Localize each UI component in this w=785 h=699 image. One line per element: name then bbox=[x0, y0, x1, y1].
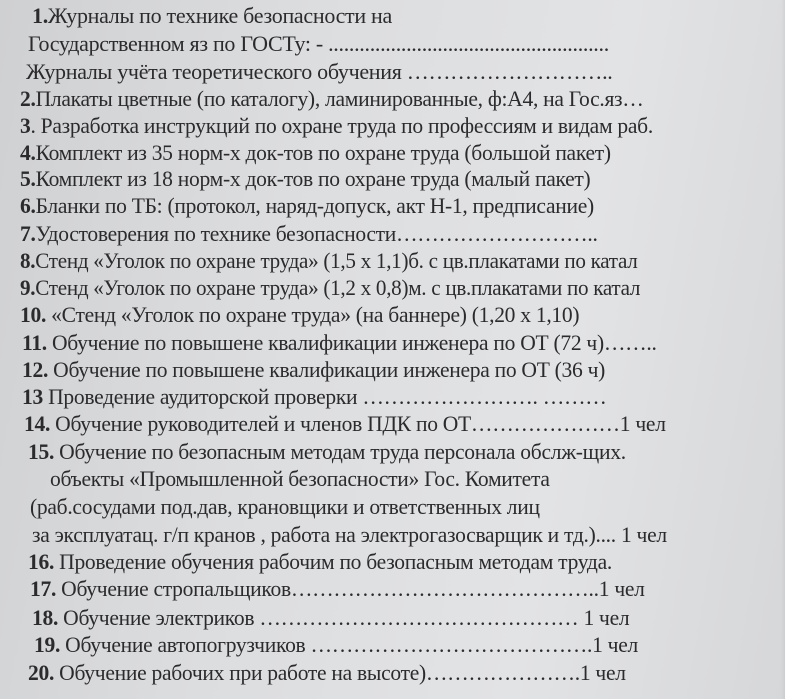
document-line bbox=[20, 248, 638, 274]
document-line bbox=[20, 86, 644, 112]
item-number: 13 bbox=[22, 384, 43, 409]
item-number: 3 bbox=[20, 113, 31, 138]
item-text: Стенд «Уголок по охране труда» (1,5 х 1,1)б. с цв.плакатами по катал bbox=[35, 248, 638, 273]
document-line bbox=[28, 439, 626, 465]
item-text: Обучение по безопасным методам труда персонала обслж-щих. bbox=[54, 439, 626, 464]
document-line bbox=[20, 113, 653, 139]
item-text: . Разработка инструкций по охране труда по профессиям и видам раб. bbox=[30, 113, 653, 138]
item-text: Обучение по повышене квалификации инженера по ОТ (72 ч)…….. bbox=[46, 330, 657, 355]
item-text: Государственном яз по ГОСТу: - ...................................................... bbox=[28, 31, 609, 56]
item-number: 16. bbox=[28, 549, 55, 574]
item-text: Удостоверения по технике безопасности……………………….. bbox=[35, 221, 598, 246]
document-line bbox=[30, 494, 540, 520]
item-number: 14. bbox=[24, 411, 51, 436]
document-line bbox=[20, 193, 594, 219]
item-text: объекты «Промышленной безопасности» Гос. Комитета bbox=[50, 466, 550, 491]
document-line bbox=[20, 166, 590, 192]
item-number: 2. bbox=[20, 86, 36, 111]
item-number: 12. bbox=[22, 357, 49, 382]
item-number: 7. bbox=[20, 221, 36, 246]
document-line bbox=[22, 384, 606, 410]
document-line bbox=[50, 466, 550, 492]
item-text: Обучение автопогрузчиков ………………………………….1 чел bbox=[60, 632, 638, 657]
item-text: Проведение обучения рабочим по безопасным методам труда. bbox=[54, 549, 612, 574]
item-number: 15. bbox=[28, 439, 55, 464]
document-line bbox=[24, 411, 666, 437]
item-number: 17. bbox=[30, 576, 57, 601]
item-text: Стенд «Уголок по охране труда» (1,2 х 0,8)м. с цв.плакатами по катал bbox=[35, 275, 641, 300]
document-line bbox=[28, 31, 609, 57]
item-text: (раб.сосудами под.дав, крановщики и ответственных лиц bbox=[30, 494, 540, 519]
item-number: 18. bbox=[32, 605, 59, 630]
item-number: 1. bbox=[32, 3, 48, 28]
item-text: Журналы учёта теоретического обучения ……………………….. bbox=[26, 59, 613, 84]
item-text: Обучение стропальщиков……………………………………..1 чел bbox=[56, 576, 645, 601]
document-line bbox=[20, 275, 640, 301]
item-text: Комплект из 18 норм-х док-тов по охране труда (малый пакет) bbox=[35, 166, 591, 191]
item-number: 8. bbox=[20, 248, 36, 273]
item-number: 5. bbox=[20, 166, 36, 191]
page-edge-shadow bbox=[781, 0, 785, 699]
document-line bbox=[32, 3, 392, 29]
document-line bbox=[30, 576, 645, 602]
item-text: Комплект из 35 норм-х док-тов по охране труда (большой пакет) bbox=[35, 140, 611, 165]
item-number: 10. bbox=[20, 302, 47, 327]
document-line bbox=[20, 221, 598, 247]
item-text: Обучение руководителей и членов ПДК по ОТ…………………1 чел bbox=[50, 411, 666, 436]
document-line bbox=[20, 302, 579, 328]
item-text: Журналы по технике безопасности на bbox=[47, 3, 392, 28]
item-text: «Стенд «Уголок по охране труда» (на баннере) (1,20 х 1,10) bbox=[46, 302, 580, 327]
document-line bbox=[32, 605, 629, 631]
document-line bbox=[28, 549, 612, 575]
item-text: Обучение электриков ……………………………………… 1 чел bbox=[58, 605, 630, 630]
document-line bbox=[22, 330, 657, 356]
document-line bbox=[28, 660, 626, 686]
item-number: 19. bbox=[34, 632, 61, 657]
item-number: 20. bbox=[28, 660, 55, 685]
item-number: 4. bbox=[20, 140, 36, 165]
item-number: 9. bbox=[20, 275, 36, 300]
document-line bbox=[20, 140, 611, 166]
document-line bbox=[34, 632, 638, 658]
item-text: Обучение по повышене квалификации инженера по ОТ (36 ч) bbox=[48, 357, 606, 382]
document-line bbox=[32, 522, 667, 548]
item-text: Проведение аудиторской проверки ……………………. ……… bbox=[42, 384, 607, 409]
item-number: 11. bbox=[22, 330, 47, 355]
item-text: за эксплуатац. г/п кранов , работа на электрогазосварщик и тд.).... 1 чел bbox=[32, 522, 667, 547]
document-line bbox=[26, 59, 612, 85]
item-text: Плакаты цветные (по каталогу), ламинированные, ф:А4, на Гос.яз… bbox=[35, 86, 644, 111]
item-number: 6. bbox=[20, 193, 36, 218]
item-text: Обучение рабочих при работе на высоте)………………….1 чел bbox=[54, 660, 626, 685]
item-text: Бланки по ТБ: (протокол, наряд-допуск, акт Н-1, предписание) bbox=[35, 193, 594, 218]
document-line bbox=[22, 357, 605, 383]
